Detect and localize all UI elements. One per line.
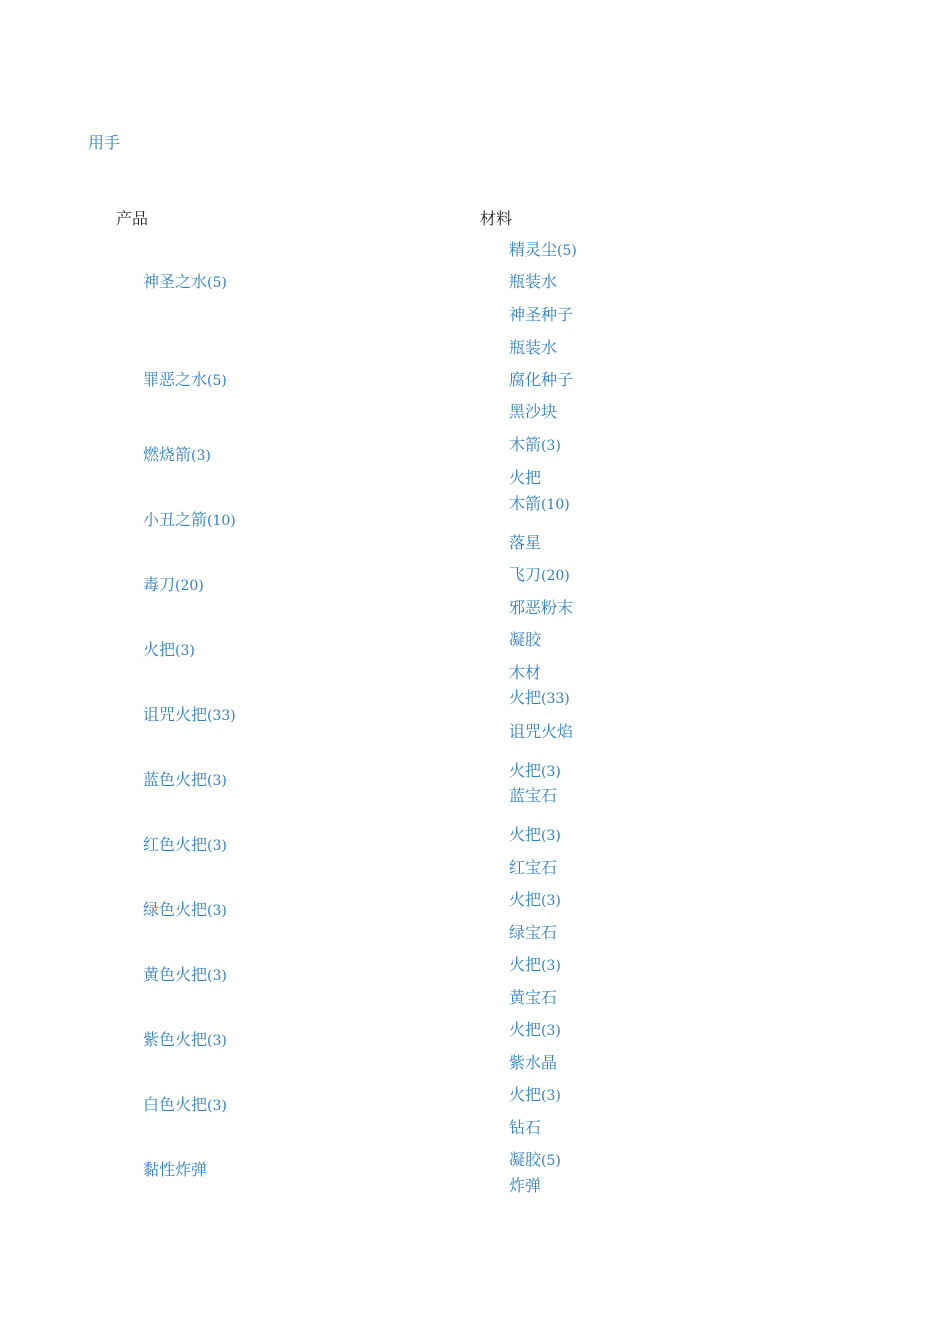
material-link[interactable]: 腐化种子 [509, 370, 574, 389]
materials-column-header: 材料 [480, 209, 513, 228]
material-link[interactable]: 精灵尘(5) [509, 240, 577, 259]
product-link[interactable]: 罪恶之水(5) [143, 370, 227, 389]
material-link[interactable]: 火把(3) [509, 1020, 561, 1039]
material-link[interactable]: 火把(3) [509, 890, 561, 909]
material-link[interactable]: 绿宝石 [509, 923, 558, 942]
product-link[interactable]: 白色火把(3) [143, 1095, 227, 1114]
product-link[interactable]: 燃烧箭(3) [143, 445, 211, 464]
product-link[interactable]: 火把(3) [143, 640, 195, 659]
material-link[interactable]: 火把(3) [509, 761, 561, 780]
material-link[interactable]: 凝胶 [509, 630, 542, 649]
product-link[interactable]: 黄色火把(3) [143, 965, 227, 984]
material-link[interactable]: 落星 [509, 533, 542, 552]
product-link[interactable]: 蓝色火把(3) [143, 770, 227, 789]
product-link[interactable]: 绿色火把(3) [143, 900, 227, 919]
material-link[interactable]: 木材 [509, 663, 542, 682]
product-column-header: 产品 [116, 209, 149, 228]
product-link[interactable]: 诅咒火把(33) [143, 705, 236, 724]
material-link[interactable]: 黑沙块 [509, 402, 558, 421]
material-link[interactable]: 蓝宝石 [509, 786, 558, 805]
material-link[interactable]: 钻石 [509, 1118, 542, 1137]
page-title-link[interactable]: 用手 [88, 133, 121, 152]
material-link[interactable]: 邪恶粉末 [509, 598, 574, 617]
material-link[interactable]: 紫水晶 [509, 1053, 558, 1072]
material-link[interactable]: 神圣种子 [509, 305, 574, 324]
material-link[interactable]: 飞刀(20) [509, 565, 570, 584]
material-link[interactable]: 火把(3) [509, 1085, 561, 1104]
product-link[interactable]: 毒刀(20) [143, 575, 204, 594]
material-link[interactable]: 凝胶(5) [509, 1150, 561, 1169]
product-link[interactable]: 小丑之箭(10) [143, 510, 236, 529]
product-link[interactable]: 红色火把(3) [143, 835, 227, 854]
material-link[interactable]: 炸弹 [509, 1176, 542, 1195]
material-link[interactable]: 木箭(3) [509, 435, 561, 454]
material-link[interactable]: 火把 [509, 468, 542, 487]
material-link[interactable]: 黄宝石 [509, 988, 558, 1007]
material-link[interactable]: 瓶装水 [509, 338, 558, 357]
material-link[interactable]: 火把(3) [509, 825, 561, 844]
material-link[interactable]: 火把(3) [509, 955, 561, 974]
material-link[interactable]: 木箭(10) [509, 494, 570, 513]
product-link[interactable]: 紫色火把(3) [143, 1030, 227, 1049]
material-link[interactable]: 火把(33) [509, 688, 570, 707]
material-link[interactable]: 诅咒火焰 [509, 722, 574, 741]
product-link[interactable]: 黏性炸弹 [143, 1160, 208, 1179]
product-link[interactable]: 神圣之水(5) [143, 272, 227, 291]
material-link[interactable]: 红宝石 [509, 858, 558, 877]
material-link[interactable]: 瓶装水 [509, 272, 558, 291]
